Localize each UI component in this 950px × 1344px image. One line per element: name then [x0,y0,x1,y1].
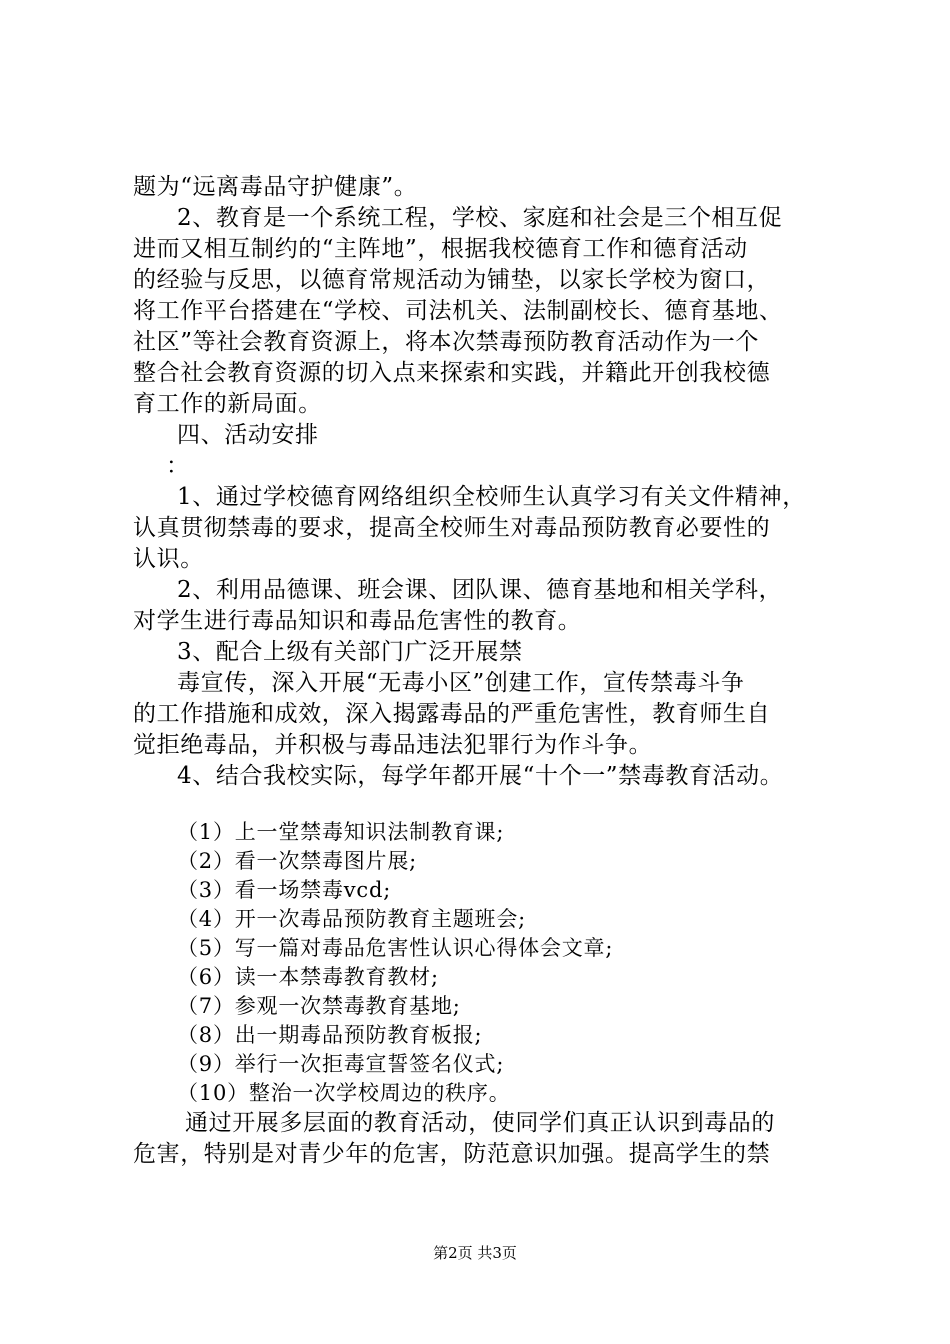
text-line: 认识。 [133,546,204,572]
text-line: 认真贯彻禁毒的要求，提高全校师生对毒品预防教育必要性的 [133,515,771,541]
text-line: ： [166,453,190,479]
text-line: 2、利用品德课、班会课、团队课、德育基地和相关学科， [177,577,783,603]
text-line: 对学生进行毒品知识和毒品危害性的教育。 [133,608,582,634]
text-line: 进而又相互制约的“主阵地”，根据我校德育工作和德育活动 [133,236,748,262]
list-item: （10）整治一次学校周边的秩序。 [177,1081,511,1105]
section-heading: 四、活动安排 [177,422,319,448]
text-line: 社区”等社会教育资源上，将本次禁毒预防教育活动作为一个 [133,329,759,355]
list-item: （8）出一期毒品预防教育板报; [177,1023,483,1047]
text-line: 2、教育是一个系统工程，学校、家庭和社会是三个相互促 [177,205,783,231]
text-line: 育工作的新局面。 [133,391,322,417]
text-line: 将工作平台搭建在“学校、司法机关、法制副校长、德育基地、 [133,298,783,324]
list-item: （4）开一次毒品预防教育主题班会; [177,907,527,931]
page-number-footer: 第2页 共3页 [433,1244,517,1262]
list-item: （6）读一本禁毒教育教材; [177,965,439,989]
text-line: 1、通过学校德育网络组织全校师生认真学习有关文件精神， [177,484,806,510]
text-line: 觉拒绝毒品，并积极与毒品违法犯罪行为作斗争。 [133,732,653,758]
text-line: 整合社会教育资源的切入点来探索和实践，并籍此开创我校德 [133,360,771,386]
list-item: （3）看一场禁毒vcd; [177,878,392,902]
text-line: 的经验与反思，以德育常规活动为铺垫，以家长学校为窗口， [133,267,771,293]
text-line: 毒宣传，深入开展“无毒小区”创建工作，宣传禁毒斗争 [177,670,745,696]
list-item: （5）写一篇对毒品危害性认识心得体会文章; [177,936,614,960]
text-line: 题为“远离毒品守护健康”。 [133,174,418,200]
list-item: （1）上一堂禁毒知识法制教育课; [177,820,505,844]
list-item: （2）看一次禁毒图片展; [177,849,418,873]
text-line: 通过开展多层面的教育活动，使同学们真正认识到毒品的 [185,1110,775,1136]
list-item: （9）举行一次拒毒宣誓签名仪式; [177,1052,505,1076]
list-item: （7）参观一次禁毒教育基地; [177,994,461,1018]
text-line: 的工作措施和成效，深入揭露毒品的严重危害性，教育师生自 [133,701,771,727]
text-line: 4、结合我校实际，每学年都开展“十个一”禁毒教育活动。 [177,763,784,789]
text-line: 危害，特别是对青少年的危害，防范意识加强。提高学生的禁 [133,1141,771,1167]
text-line: 3、配合上级有关部门广泛开展禁 [177,639,523,665]
